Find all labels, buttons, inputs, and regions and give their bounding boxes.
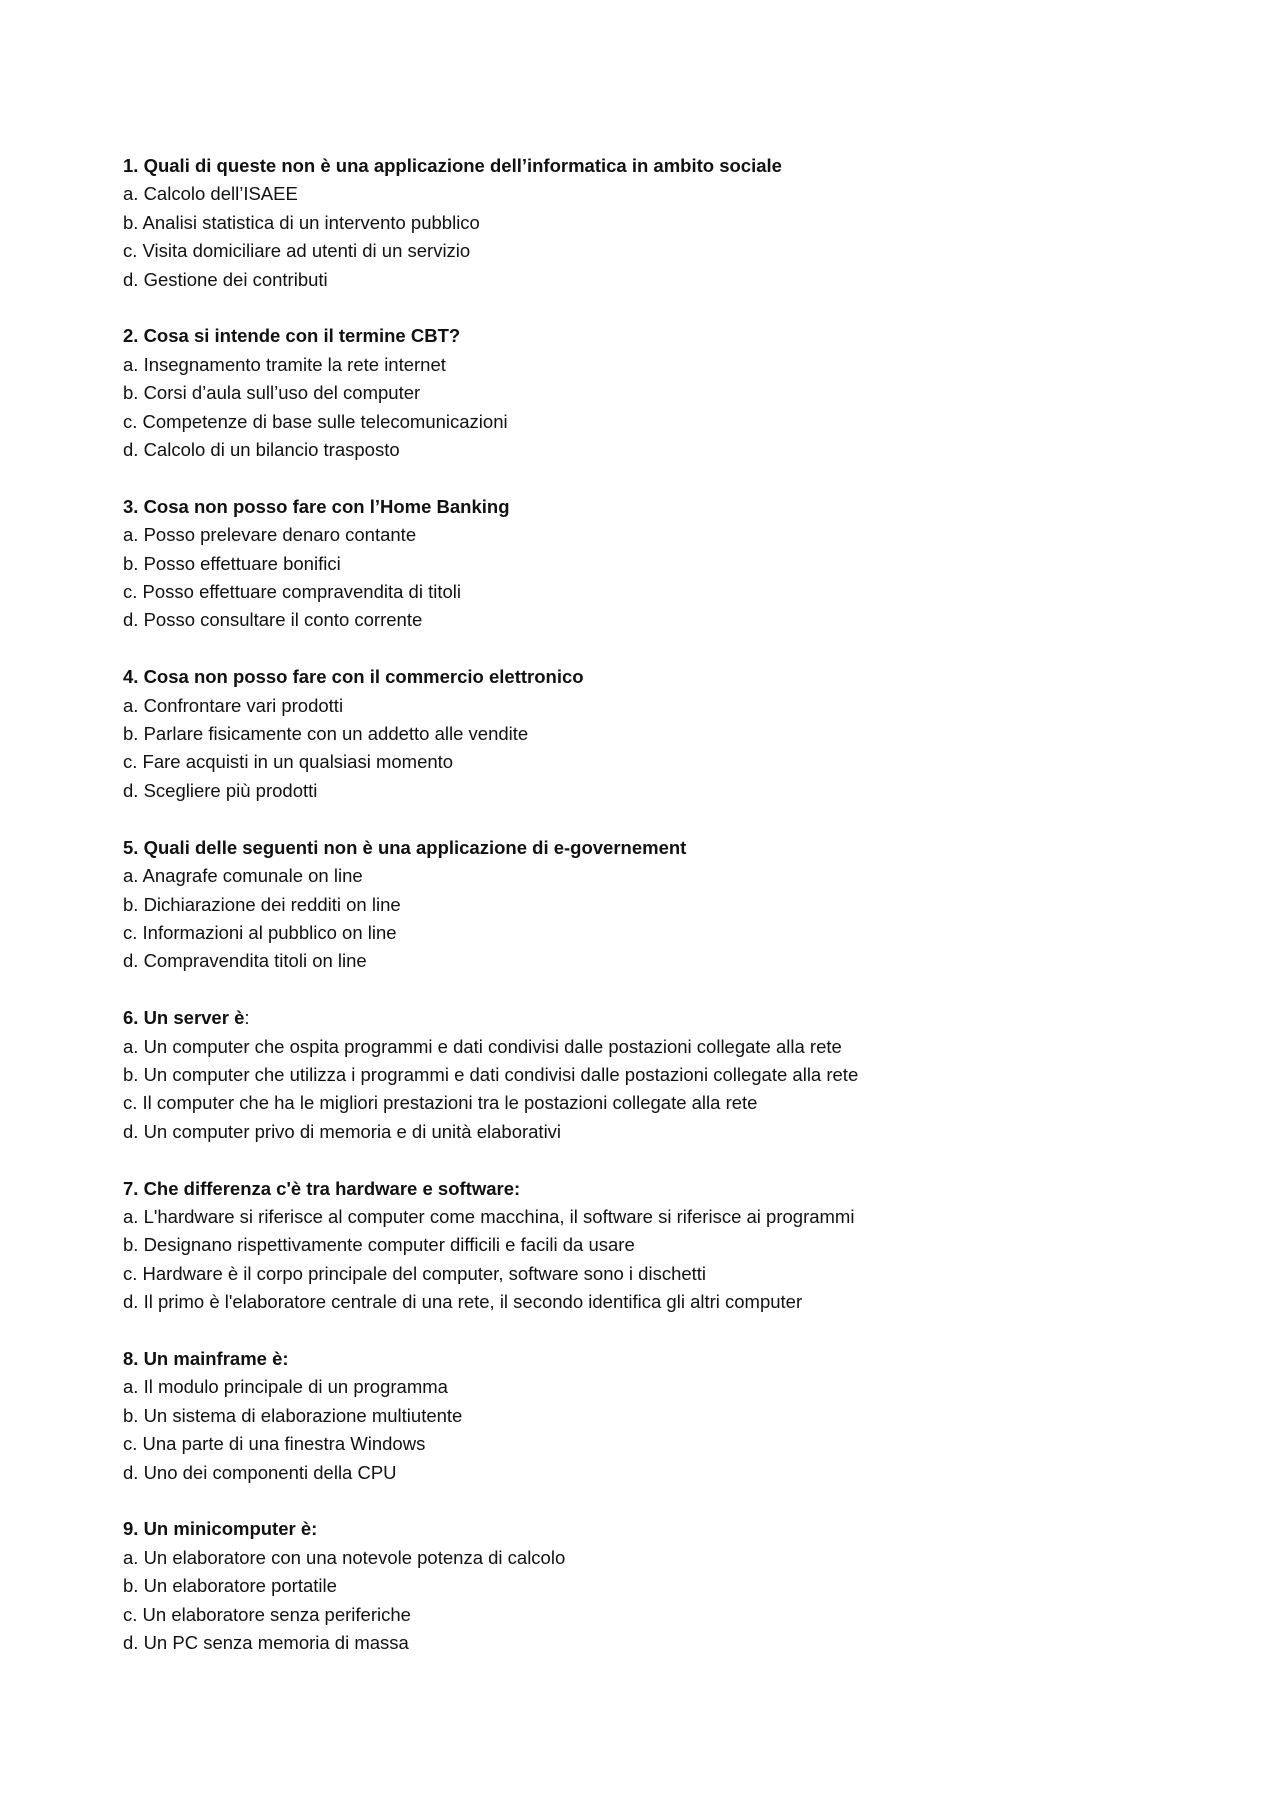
question-9 [123, 1515, 1163, 1657]
answer-option-b: b. Corsi d’aula sull’uso del computer [123, 382, 421, 404]
question-title: 7. Che differenza c'è tra hardware e software: [123, 1177, 521, 1199]
question-title: 6. Un server è: [123, 1007, 250, 1029]
answer-option-b: b. Parlare fisicamente con un addetto alle vendite [123, 723, 529, 745]
question-1 [123, 152, 1163, 294]
answer-option-d: d. Un PC senza memoria di massa [123, 1632, 409, 1653]
answer-option-a: a. Il modulo principale di un programma [123, 1376, 448, 1398]
answer-option-b: b. Posso effettuare bonifici [123, 552, 341, 574]
question-5 [123, 834, 1163, 976]
quiz-content [123, 152, 1163, 1686]
answer-option-b: b. Dichiarazione dei redditi on line [123, 893, 401, 915]
question-8 [123, 1345, 1163, 1487]
answer-option-a: a. Insegnamento tramite la rete internet [123, 353, 446, 375]
answer-option-d: d. Compravendita titoli on line [123, 950, 367, 972]
answer-option-d: d. Posso consultare il conto corrente [123, 609, 423, 631]
question-3 [123, 493, 1163, 635]
question-2 [123, 322, 1163, 464]
answer-option-d: d. Gestione dei contributi [123, 268, 328, 290]
answer-option-c: c. Hardware è il corpo principale del computer, software sono i dischetti [123, 1262, 707, 1284]
answer-option-c: c. Competenze di base sulle telecomunicazioni [123, 410, 508, 432]
answer-option-b: b. Designano rispettivamente computer difficili e facili da usare [123, 1234, 635, 1256]
answer-option-a: a. Confrontare vari prodotti [123, 694, 344, 716]
answer-option-d: d. Calcolo di un bilancio trasposto [123, 439, 400, 461]
answer-option-c: c. Un elaboratore senza periferiche [123, 1603, 411, 1625]
answer-option-a: a. Un elaboratore con una notevole potenza di calcolo [123, 1546, 566, 1568]
answer-option-b: b. Un elaboratore portatile [123, 1575, 337, 1597]
answer-option-a: a. Un computer che ospita programmi e dati condivisi dalle postazioni collegate alla rete [123, 1035, 842, 1057]
answer-option-a: a. Anagrafe comunale on line [123, 865, 363, 887]
answer-option-b: b. Un computer che utilizza i programmi e dati condivisi dalle postazioni collegate alla rete [123, 1063, 859, 1085]
question-6 [123, 1004, 1163, 1146]
answer-option-d: d. Il primo è l'elaboratore centrale di una rete, il secondo identifica gli altri computer [123, 1291, 803, 1313]
answer-option-b: b. Un sistema di elaborazione multiutente [123, 1404, 463, 1426]
question-title: 4. Cosa non posso fare con il commercio elettronico [123, 666, 584, 688]
question-title: 2. Cosa si intende con il termine CBT? [123, 325, 461, 347]
question-title: 9. Un minicomputer è: [123, 1518, 318, 1540]
answer-option-a: a. Posso prelevare denaro contante [123, 524, 417, 546]
question-title: 3. Cosa non posso fare con l’Home Banking [123, 495, 510, 517]
question-title: 8. Un mainframe è: [123, 1347, 289, 1369]
question-4 [123, 663, 1163, 805]
answer-option-c: c. Una parte di una finestra Windows [123, 1433, 426, 1455]
answer-option-c: c. Visita domiciliare ad utenti di un servizio [123, 240, 471, 262]
answer-option-a: a. Calcolo dell’ISAEE [123, 183, 298, 205]
answer-option-c: c. Il computer che ha le migliori prestazioni tra le postazioni collegate alla rete [123, 1092, 758, 1114]
question-title: 1. Quali di queste non è una applicazione dell’informatica in ambito sociale [123, 155, 782, 176]
answer-option-d: d. Uno dei componenti della CPU [123, 1461, 397, 1483]
answer-option-d: d. Un computer privo di memoria e di unità elaborativi [123, 1120, 562, 1142]
answer-option-c: c. Informazioni al pubblico on line [123, 921, 397, 943]
answer-option-b: b. Analisi statistica di un intervento pubblico [123, 211, 480, 233]
answer-option-c: c. Fare acquisti in un qualsiasi momento [123, 751, 454, 773]
answer-option-d: d. Scegliere più prodotti [123, 779, 318, 801]
answer-option-c: c. Posso effettuare compravendita di titoli [123, 581, 461, 603]
question-7 [123, 1175, 1163, 1317]
question-title: 5. Quali delle seguenti non è una applicazione di e-governement [123, 836, 687, 858]
answer-option-a: a. L'hardware si riferisce al computer come macchina, il software si riferisce ai programmi [123, 1205, 855, 1227]
